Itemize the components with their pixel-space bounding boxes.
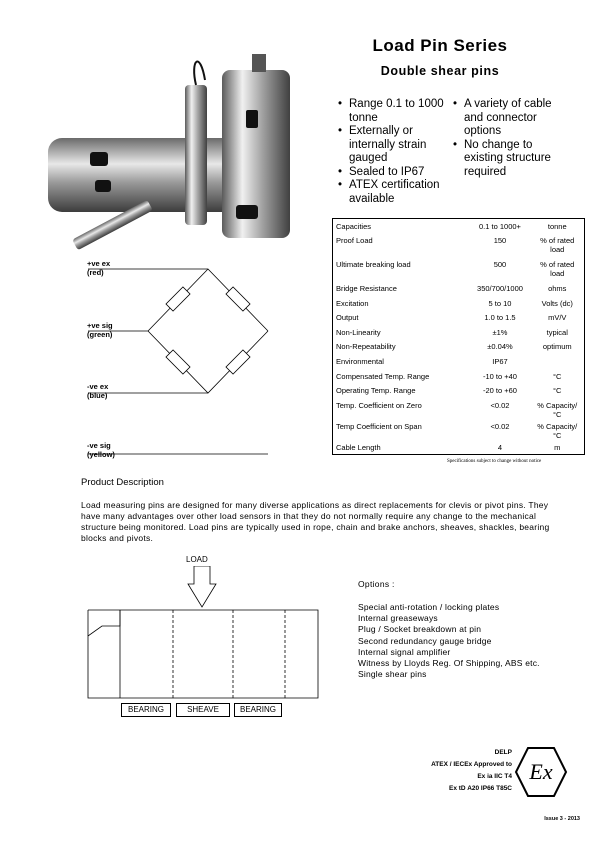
spec-cell-unit: mV/V <box>548 313 567 323</box>
spec-cell-param: Environmental <box>336 357 384 367</box>
options-list <box>358 602 540 680</box>
spec-cell-value: <0.02 <box>490 400 510 410</box>
spec-cell-unit: ohms <box>548 284 567 294</box>
feature-item: • Range 0.1 to 1000 tonne <box>338 98 453 125</box>
description-heading: Product Description <box>81 477 164 488</box>
spec-cell-param: Bridge Resistance <box>336 284 397 294</box>
spec-row <box>333 296 585 311</box>
spec-cell-value: 1.0 to 1.5 <box>484 313 516 323</box>
sheave-label: SHEAVE <box>176 703 230 717</box>
spec-row <box>333 339 585 354</box>
spec-cell-param: Temp Coefficient on Span <box>336 421 422 431</box>
spec-row <box>333 440 585 455</box>
spec-cell-unit: Volts (dc) <box>541 298 573 308</box>
spec-cell-value: <0.02 <box>490 421 510 431</box>
bridge-diagram <box>80 255 280 465</box>
spec-cell-unit: typical <box>546 327 568 337</box>
spec-cell-param: Non-Linearity <box>336 327 381 337</box>
spec-cell-param: Excitation <box>336 298 369 308</box>
spec-row <box>333 219 585 234</box>
feature-item: • No change to existing structure required <box>453 139 573 180</box>
svg-text:Ex: Ex <box>529 759 553 784</box>
spec-cell-unit: m <box>554 442 561 452</box>
spec-cell-value: 5 to 10 <box>488 298 512 308</box>
spec-cell-value: 350/700/1000 <box>477 284 523 294</box>
wire-label-sig-neg: -ve sig (yellow) <box>87 441 115 459</box>
wire-label-sig-pos: +ve sig (green) <box>87 321 113 339</box>
spec-row <box>333 419 585 440</box>
spec-cell-unit: optimum <box>542 342 572 352</box>
issue-label: Issue 3 - 2013 <box>544 816 580 822</box>
spec-cell-value: -10 to +40 <box>482 371 517 381</box>
option-item: Internal greaseways <box>358 613 438 624</box>
spec-row <box>333 325 585 340</box>
spec-row <box>333 310 585 325</box>
spec-cell-param: Non-Repeatability <box>336 342 396 352</box>
spec-cell-unit: °C <box>553 386 562 396</box>
feature-item: • Sealed to IP67 <box>338 166 453 180</box>
spec-cell-value: 500 <box>493 260 507 270</box>
spec-row <box>333 383 585 398</box>
certification-text: DELP ATEX / IECEx Approved to Ex ia IIC T4 Ex tD A20 IP66 T85C <box>431 749 512 792</box>
spec-row <box>333 281 585 296</box>
spec-cell-unit: °C <box>553 371 562 381</box>
spec-cell-param: Output <box>336 313 359 323</box>
load-label: LOAD <box>186 555 208 564</box>
spec-cell-param: Temp. Coefficient on Zero <box>336 400 422 410</box>
options-heading: Options : <box>358 579 395 589</box>
option-item: Witness by Lloyds Reg. Of Shipping, ABS etc. <box>358 658 540 669</box>
spec-cell-param: Ultimate breaking load <box>336 260 411 270</box>
spec-cell-param: Proof Load <box>336 236 373 246</box>
page-title: Load Pin Series <box>372 36 508 55</box>
ex-logo-icon <box>514 745 568 799</box>
description-text: Load measuring pins are designed for many diverse applications as direct replacements for clevis or pivot pins. They have many advantages over other load sensors in that they do not normally require any change to the mechanical structure being monitored. Load pins are typically used in rope, chain and brake anchors, sheaves, shackles, bearing blocks and pivots. <box>81 500 550 543</box>
spec-cell-param: Cable Length <box>336 442 381 452</box>
feature-list-left <box>338 98 453 206</box>
spec-row <box>333 354 585 369</box>
feature-list-right <box>453 98 573 179</box>
bearing-left-label: BEARING <box>121 703 171 717</box>
spec-cell-param: Compensated Temp. Range <box>336 371 430 381</box>
load-pin-diagram <box>80 566 325 726</box>
spec-row <box>333 233 585 257</box>
feature-item: • Externally or internally strain gauged <box>338 125 453 166</box>
feature-item: • ATEX certification available <box>338 179 453 206</box>
option-item: Internal signal amplifier <box>358 646 451 657</box>
feature-item: • A variety of cable and connector options <box>453 98 573 139</box>
page-subtitle: Double shear pins <box>380 64 500 78</box>
spec-table <box>332 218 585 455</box>
spec-row <box>333 398 585 419</box>
spec-cell-value: -20 to +60 <box>482 386 517 396</box>
spec-row <box>333 369 585 384</box>
spec-cell-unit: % Capacity/°C <box>537 421 578 440</box>
spec-cell-value: 150 <box>493 236 507 246</box>
spec-cell-param: Capacities <box>336 222 372 231</box>
spec-cell-param: Operating Temp. Range <box>336 386 416 396</box>
wire-label-exc-pos: +ve ex (red) <box>87 259 111 277</box>
spec-cell-unit: % Capacity/°C <box>537 400 578 419</box>
spec-cell-value: ±0.04% <box>487 342 513 352</box>
bearing-right-label: BEARING <box>234 703 282 717</box>
spec-row <box>333 257 585 281</box>
spec-cell-unit: tonne <box>547 222 567 231</box>
spec-cell-unit: % of rated load <box>540 236 575 255</box>
option-item: Plug / Socket breakdown at pin <box>358 624 482 635</box>
spec-cell-unit: % of rated load <box>540 260 575 279</box>
wire-label-exc-neg: -ve ex (blue) <box>87 382 109 400</box>
spec-cell-value: 0.1 to 1000+ <box>479 222 521 231</box>
option-item: Second redundancy gauge bridge <box>358 635 492 646</box>
option-item: Single shear pins <box>358 669 427 680</box>
spec-note: Specifications subject to change without notice <box>447 459 542 464</box>
spec-cell-value: ±1% <box>492 327 508 337</box>
spec-cell-value: IP67 <box>492 357 508 367</box>
spec-cell-unit <box>531 354 585 369</box>
product-photo <box>40 40 300 250</box>
spec-cell-value: 4 <box>497 442 503 452</box>
option-item: Special anti-rotation / locking plates <box>358 602 500 612</box>
